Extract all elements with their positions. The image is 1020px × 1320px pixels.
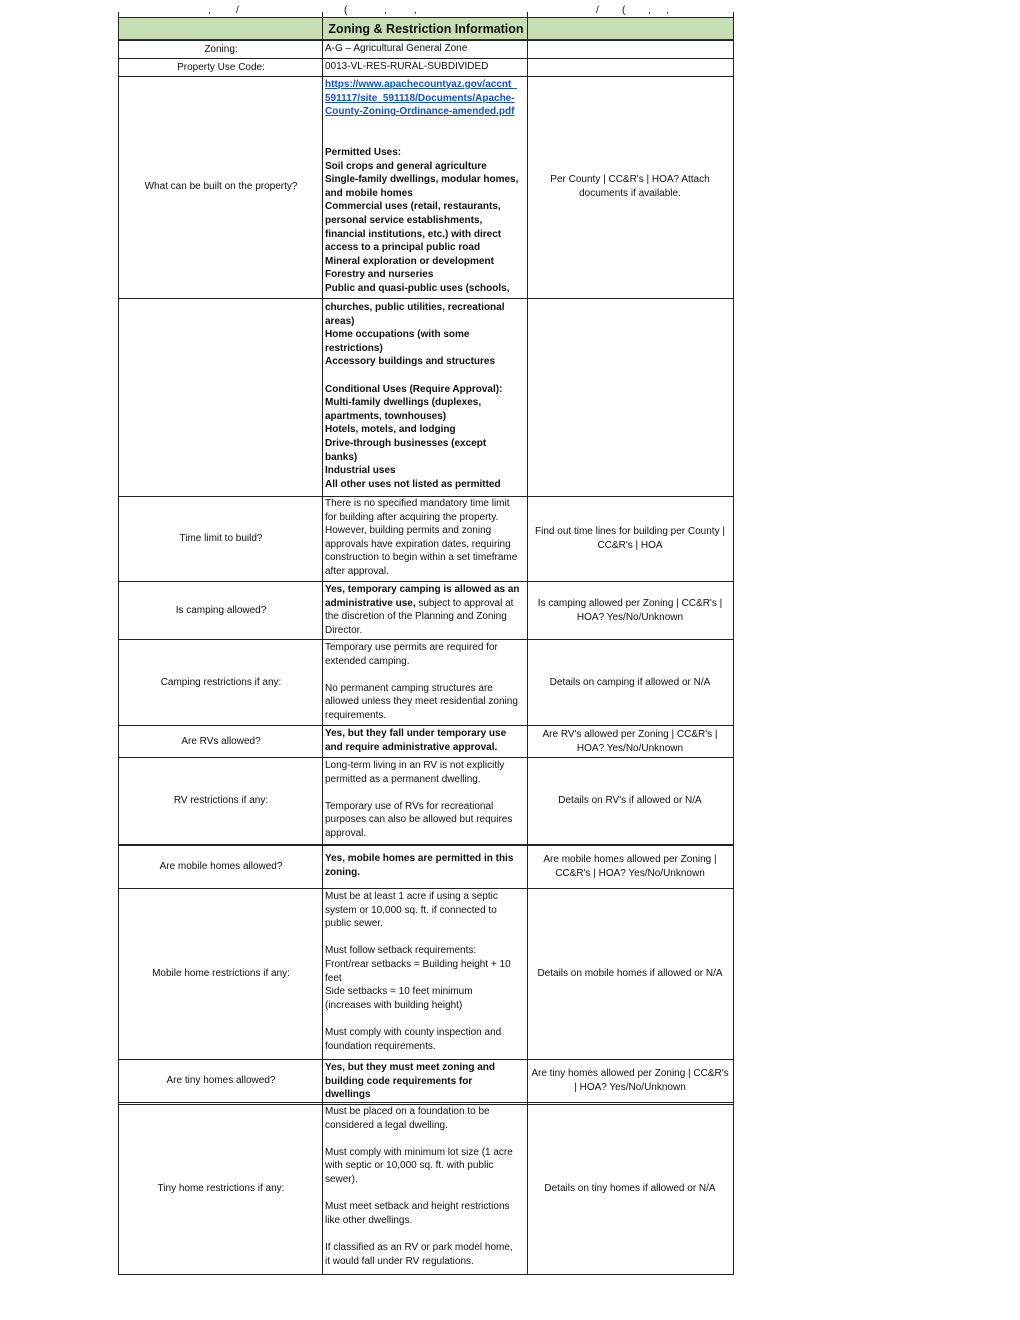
row-label-time-limit: Time limit to build? bbox=[179, 532, 263, 544]
top-fragment: , bbox=[208, 5, 211, 16]
value-line: access to a principal public road bbox=[325, 242, 481, 254]
top-fragment: , bbox=[648, 5, 651, 16]
top-fragment: / bbox=[236, 5, 239, 16]
row-value-rvs-allowed: Yes, but they fall under temporary use and require administrative approval. bbox=[325, 728, 507, 753]
row-note-camping-allowed: Is camping allowed per Zoning | CC&R's | HOA? Yes/No/Unknown bbox=[537, 597, 723, 623]
row-value-what-can-be-built bbox=[323, 77, 527, 297]
row-value-rv-restrictions: Long-term living in an RV is not explicitly permitted as a permanent dwelling. Temporary use of RVs for recreational purposes can also be allowed but requires approval. bbox=[325, 760, 513, 839]
top-fragment: ( bbox=[622, 5, 626, 16]
top-fragment: , bbox=[414, 5, 417, 16]
row-value-camping-restrictions: Temporary use permits are required for extended camping. No permanent camping structures are allowed unless they meet residential zoning requirements. bbox=[325, 642, 518, 721]
row-value-tiny-home-restrictions: Must be placed on a foundation to be considered a legal dwelling. Must comply with minimum lot size (1 acre with septic or 10,000 sq. ft. with public sewer). Must meet setback and height restrictions like other dwellings. If classified as an RV or park model home, it would fall under RV regulations. bbox=[325, 1106, 513, 1267]
row-label-tiny-home-restrictions: Tiny home restrictions if any: bbox=[157, 1183, 285, 1195]
row-divider bbox=[118, 17, 734, 18]
row-divider bbox=[118, 725, 734, 726]
table-header: Zoning & Restriction Information bbox=[119, 18, 733, 40]
page-break-divider bbox=[118, 1104, 734, 1105]
value-line: and mobile homes bbox=[325, 187, 413, 199]
row-divider bbox=[118, 496, 734, 497]
row-label-what-can-be-built: What can be built on the property? bbox=[144, 181, 298, 193]
row-label-camping-allowed: Is camping allowed? bbox=[175, 604, 267, 616]
row-divider bbox=[118, 581, 734, 582]
row-divider bbox=[118, 888, 734, 889]
column-divider bbox=[322, 12, 323, 1275]
value-line: personal service establishments, bbox=[325, 214, 483, 226]
top-fragment: , bbox=[384, 5, 387, 16]
row-label-mobile-homes-allowed: Are mobile homes allowed? bbox=[159, 861, 283, 873]
row-note-time-limit: Find out time lines for building per County | CC&R's | HOA bbox=[535, 525, 725, 551]
row-note-mobile-home-restrictions: Details on mobile homes if allowed or N/A bbox=[537, 967, 723, 979]
column-divider bbox=[527, 12, 528, 1275]
row-note-mobile-homes-allowed: Are mobile homes allowed per Zoning | CC&R's | HOA? Yes/No/Unknown bbox=[543, 854, 717, 879]
row-note-tiny-home-restrictions: Details on tiny homes if allowed or N/A bbox=[544, 1183, 716, 1195]
top-fragment: / bbox=[596, 5, 599, 16]
row-label-rv-restrictions: RV restrictions if any: bbox=[173, 794, 269, 806]
row-label-camping-restrictions: Camping restrictions if any: bbox=[160, 676, 282, 688]
row-label-rvs-allowed: Are RVs allowed? bbox=[181, 735, 261, 747]
row-divider bbox=[118, 639, 734, 640]
value-line: Public and quasi-public uses (schools, bbox=[325, 282, 510, 294]
zoning-ordinance-link[interactable]: https://www.apachecountyaz.gov/accnt_ bbox=[325, 79, 517, 90]
value-line: Single-family dwellings, modular homes, bbox=[325, 174, 519, 186]
row-divider bbox=[118, 76, 734, 77]
row-divider bbox=[118, 1059, 734, 1060]
value-line: Permitted Uses: bbox=[325, 146, 402, 158]
row-divider bbox=[118, 757, 734, 758]
row-note-what-can-be-built: Per County | CC&R's | HOA? Attach documents if available. bbox=[550, 174, 710, 199]
row-label-mobile-home-restrictions: Mobile home restrictions if any: bbox=[152, 967, 290, 979]
row-divider bbox=[118, 58, 734, 59]
row-divider bbox=[118, 40, 734, 41]
row-value-camping-allowed: Yes, temporary camping is allowed as an administrative use, subject to approval at the discretion of the Planning and Zoning Director. bbox=[325, 584, 520, 636]
row-note-tiny-homes-allowed: Are tiny homes allowed per Zoning | CC&R's | HOA? Yes/No/Unknown bbox=[531, 1067, 729, 1093]
row-divider bbox=[118, 1102, 734, 1103]
value-line: Forestry and nurseries bbox=[325, 269, 434, 281]
row-value-mobile-home-restrictions: Must be at least 1 acre if using a septic system or 10,000 sq. ft. if connected to public sewer. Must follow setback requirements: Front/rear setbacks = Building height + 10 feet Side setbacks = 10 feet minimum (increases with building height) Must comply with county inspection and foundation requirements. bbox=[325, 891, 511, 1052]
column-divider bbox=[118, 12, 119, 1275]
value-line: Commercial uses (retail, restaurants, bbox=[325, 201, 501, 213]
row-divider bbox=[118, 845, 734, 846]
page-break-divider bbox=[118, 298, 734, 299]
row-value-time-limit: There is no specified mandatory time limit for building after acquiring the property. However, building permits and zoning approvals have expiration dates, requiring construction to begin within a set timeframe after approval. bbox=[325, 498, 518, 577]
row-label-tiny-homes-allowed: Are tiny homes allowed? bbox=[166, 1074, 276, 1086]
value-line: Mineral exploration or development bbox=[325, 255, 494, 267]
top-fragment: ( bbox=[344, 5, 348, 16]
row-divider bbox=[118, 844, 734, 845]
row-label-zoning: Zoning: bbox=[204, 43, 238, 55]
column-divider bbox=[733, 12, 734, 1275]
value-line: Soil crops and general agriculture bbox=[325, 160, 487, 172]
row-value-mobile-homes-allowed: Yes, mobile homes are permitted in this zoning. bbox=[325, 853, 514, 878]
row-note-camping-restrictions: Details on camping if allowed or N/A bbox=[549, 676, 711, 688]
zoning-ordinance-link[interactable]: 591117/site_591118/Documents/Apache- bbox=[325, 92, 515, 104]
row-note-rv-restrictions: Details on RV's if allowed or N/A bbox=[558, 794, 702, 806]
value-line: financial institutions, etc.) with direct bbox=[325, 228, 502, 240]
top-fragment: , bbox=[666, 5, 669, 16]
row-note-rvs-allowed: Are RV's allowed per Zoning | CC&R's | HOA? Yes/No/Unknown bbox=[542, 728, 718, 754]
row-value-continuation: churches, public utilities, recreational areas) Home occupations (with some restrictions) Accessory buildings and structures Conditional Uses (Require Approval): Multi-family dwellings (duplexes, apartments, townhouses) Hotels, motels, and lodging Drive-through businesses (except banks) Industrial uses All other uses not listed as permitted bbox=[325, 302, 505, 490]
row-value-tiny-homes-allowed: Yes, but they must meet zoning and building code requirements for dwellings bbox=[325, 1062, 496, 1101]
zoning-ordinance-link[interactable]: County-Zoning-Ordinance-amended.pdf bbox=[325, 106, 515, 118]
row-value-zoning: A-G – Agricultural General Zone bbox=[325, 43, 468, 54]
row-value-property-use-code: 0013-VL-RES-RURAL-SUBDIVIDED bbox=[325, 61, 489, 72]
row-divider bbox=[118, 1274, 734, 1275]
row-label-property-use-code: Property Use Code: bbox=[177, 61, 265, 73]
